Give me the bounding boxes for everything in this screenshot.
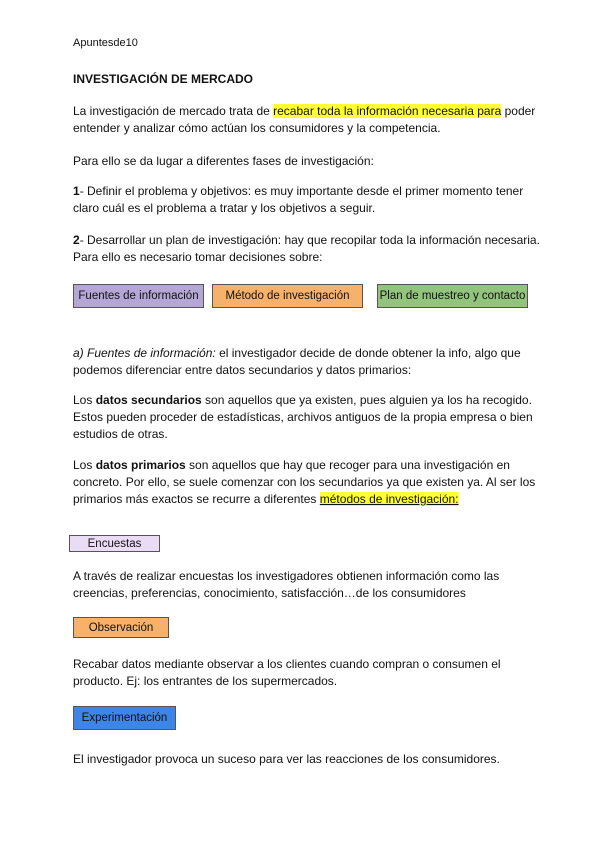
sources-lead: a) Fuentes de información: (73, 346, 216, 360)
method-box-surveys: Encuestas (69, 535, 160, 552)
primary-middle: son aquellos que hay que recoger para una investigación en concreto. Por ello, se suele comenzar con los secundarios ya que existen ya. Al ser los primarios más exactos se recurre a diferentes (73, 458, 536, 506)
step-1-number: 1 (73, 184, 80, 198)
intro-paragraph (73, 103, 543, 137)
decision-box-method: Método de investigación (212, 284, 363, 308)
secondary-data-paragraph (73, 392, 543, 443)
method-surveys-description: A través de realizar encuestas los investigadores obtienen información como las creencias, preferencias, conocimiento, satisfacción…de los consumidores (73, 569, 500, 600)
primary-data-paragraph (73, 457, 543, 508)
decision-box-sources: Fuentes de información (73, 284, 204, 308)
sources-text: el investigador decide de donde obtener la info, algo que podemos diferenciar entre datos secundarios y datos primarios: (73, 346, 521, 377)
page-title: INVESTIGACIÓN DE MERCADO (73, 72, 254, 86)
step-1-text: - Definir el problema y objetivos: es muy importante desde el primer momento tener claro cuál es el problema a tratar y los objetivos a seguir. (73, 184, 524, 215)
header-brand: Apuntesde10 (73, 37, 138, 49)
step-2-number: 2 (73, 233, 80, 247)
step-2-text: - Desarrollar un plan de investigación: hay que recopilar toda la información necesaria. Para ello es necesario tomar decisiones sobre: (73, 233, 540, 264)
step-1 (73, 183, 543, 217)
primary-methods-link: métodos de investigación: (319, 492, 459, 506)
intro-text-after: poder entender y analizar cómo actúan los consumidores y la competencia. (73, 104, 536, 135)
intro-highlight: recabar toda la información necesaria para (273, 104, 502, 118)
step-2 (73, 232, 543, 266)
primary-term: datos primarios (95, 458, 186, 472)
intro-text-before: La investigación de mercado trata de (73, 104, 274, 118)
method-box-experimentation: Experimentación (73, 706, 176, 730)
secondary-before: Los (73, 393, 96, 407)
method-box-observation: Observación (73, 617, 169, 638)
secondary-term: datos secundarios (95, 393, 202, 407)
sources-paragraph (73, 345, 543, 379)
secondary-after: son aquellos que ya existen, pues alguien ya los ha recogido. Estos pueden proceder de estadísticas, archivos antiguos de la propia empresa o bien estudios de otras. (73, 393, 533, 441)
primary-before: Los (73, 458, 96, 472)
method-observation-description: Recabar datos mediante observar a los clientes cuando compran o consumen el producto. Ej: los entrantes de los supermercados. (73, 657, 501, 688)
phases-intro: Para ello se da lugar a diferentes fases de investigación: (73, 154, 374, 168)
decision-box-sampling: Plan de muestreo y contacto (377, 284, 528, 308)
method-experimentation-description: El investigador provoca un suceso para ver las reacciones de los consumidores. (73, 752, 500, 766)
